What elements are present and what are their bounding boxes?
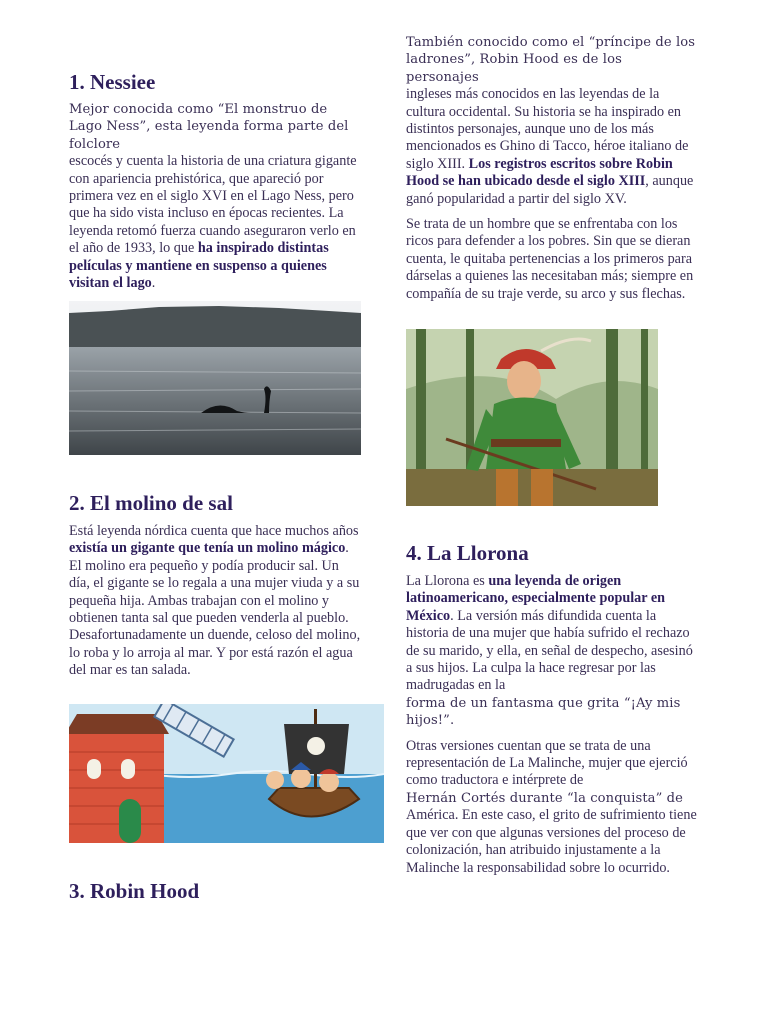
nessie-text-body: escocés y cuenta la historia de una criatura gigante con apariencia prehistórica, que apareció por primera vez en el siglo XVI en el Lago Ness, pero que ha sido vista incluso en épocas recientes. La leyenda retomó fuerza cuando aseguraron verlo en el año de 1933, lo que [69, 153, 357, 257]
robin-title: 3. Robin Hood [69, 879, 200, 903]
robin-paragraph [406, 86, 698, 208]
molino-text [69, 523, 361, 680]
nessie-title: 1. Nessiee [69, 70, 156, 94]
robin-image [406, 329, 658, 506]
llorona-text-bold: una leyenda de origen latinoamericano, especialmente popular en México [406, 573, 666, 624]
robin-text [406, 34, 698, 303]
robin-text-body: ingleses más conocidos en las leyendas de la cultura occidental. Su historia se ha inspirado en distintos personajes, aunque uno de los más mencionados es Ghino di Tacco, héroe italiano de siglo XIII. [406, 86, 689, 172]
llorona-text-2b: América. En este caso, el grito de sufrimiento tiene que ver con que algunas versiones del proceso de colonización, han atribuido injustamente a la Malinche la responsabilidad sobre lo ocurrido. [406, 807, 697, 876]
llorona-title: 4. La Llorona [406, 541, 529, 565]
nessie-paragraph [69, 153, 361, 292]
nessie-image [69, 301, 361, 455]
nessie-text-line: Mejor conocida como “El monstruo de Lago Ness”, esta leyenda forma parte del folclore [69, 102, 349, 152]
nessie-text-end: . [151, 275, 156, 292]
llorona-text [406, 573, 698, 877]
molino-text-start: Está leyenda nórdica cuenta que hace muchos años [69, 523, 359, 539]
robin-text-bold: Los registros escritos sobre Robin Hood se han ubicado desde el siglo XIII [406, 155, 673, 190]
nessie-text [69, 101, 361, 292]
llorona-paragraph [406, 573, 698, 695]
molino-paragraph [69, 523, 361, 680]
llorona-text-2a: Otras versiones cuentan que se trata de una representación de La Malinche, mujer que ejerció como traductora e intérprete de [406, 737, 688, 789]
llorona-text-2-mono: Hernán Cortés durante “la conquista” de [406, 790, 683, 806]
molino-image [69, 704, 384, 843]
llorona-text-start: La Llorona es [406, 573, 489, 589]
molino-text-end: . El molino era pequeño y podía producir sal. Un día, el gigante se lo regala a una mujer viuda y a su pequeña hija. Ambas trabajan con el molino y obtienen tanta sal que pueden venderla al pueblo. Desafortunadamente un duende, celoso del molino, lo roba y lo arroja al mar. Y por está razón el agua del mar es tan salada. [69, 540, 361, 679]
molino-text-bold: existía un gigante que tenía un molino mágico [69, 540, 346, 557]
robin-text-line: También conocido como el “príncipe de los ladrones”, Robin Hood es de los personajes [406, 35, 696, 85]
nessie-text-bold: ha inspirado distintas películas y mantiene en suspenso a quienes visitan el lago [69, 240, 329, 292]
molino-title: 2. El molino de sal [69, 491, 233, 515]
llorona-text-line: forma de un fantasma que grita “¡Ay mis hijos!”. [406, 695, 681, 729]
robin-text-2: Se trata de un hombre que se enfrentaba con los ricos para defender a los pobres. Sin que se dieran cuenta, le quitaba pertenencias a los primeros para dárselas a quienes las necesitaban más; siempre en compañía de su traje verde, su arco y sus flechas. [406, 216, 694, 302]
llorona-text-end: . La versión más difundida cuenta la historia de una mujer que había sufrido el rechazo de su marido, y ella, en señal de despecho, asesinó a sus hijos. La culpa la hace regresar por las madrugadas en la [406, 607, 693, 694]
robin-text-end: , aunque ganó popularidad a partir del siglo XV. [406, 173, 694, 207]
